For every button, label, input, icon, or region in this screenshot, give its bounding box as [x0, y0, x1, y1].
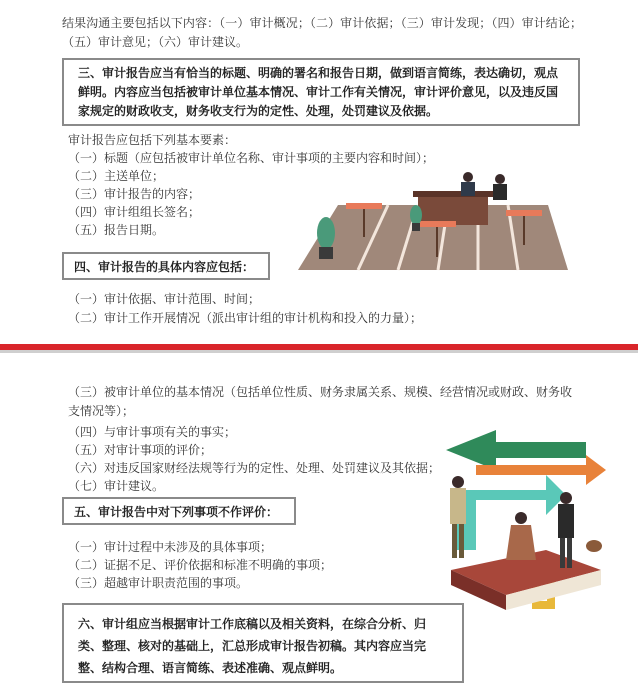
page-divider-shadow [0, 350, 638, 353]
content-item: （一）审计依据、审计范围、时间； [68, 292, 261, 306]
section5-heading: 五、审计报告中对下列事项不作评价： [74, 504, 279, 519]
elements-intro: 审计报告应包括下列基本要素： [68, 133, 237, 147]
exclusion-item: （二）证据不足、评价依据和标准不明确的事项； [68, 558, 333, 572]
content-item: （七）审计建议。 [68, 479, 165, 493]
element-item: （二）主送单位； [68, 169, 165, 183]
section3-heading-box [62, 58, 580, 126]
exclusion-item: （三）超越审计职责范围的事项。 [68, 576, 249, 590]
content-item: （三）被审计单位的基本情况（包括单位性质、财务隶属关系、规模、经营情况或财政、财务收支情况等）； [68, 385, 573, 418]
content-item: （二）审计工作开展情况（派出审计组的审计机构和投入的力量）； [68, 311, 423, 325]
section6-heading-box [62, 603, 464, 683]
content-item: （五）对审计事项的评价； [68, 443, 213, 457]
exclusion-item: （一）审计过程中未涉及的具体事项； [68, 540, 273, 554]
section4-heading: 四、审计报告的具体内容应包括： [74, 259, 255, 274]
element-item: （五）报告日期。 [68, 223, 165, 237]
section6-heading: 六、审计组应当根据审计工作底稿以及相关资料，在综合分析、归类、整理、核对的基础上，汇总形成审计报告初稿。其内容应当完整、结构合理、语言简练、表述准确、观点鲜明。 [78, 617, 427, 675]
office-illustration [298, 165, 568, 275]
section3-heading: 三、审计报告应当有恰当的标题、明确的署名和报告日期，做到语言简练，表达确切，观点鲜明。内容应当包括被审计单位基本情况、审计工作有关情况，审计评价意见，以及违反国家规定的财政收支，财务收支行为的定性、处理，处罚建议及依据。 [78, 66, 559, 118]
element-item: （四）审计组组长签名； [68, 205, 201, 219]
book-illustration [436, 420, 616, 620]
section4-heading-box [62, 252, 270, 280]
intro-paragraph: 结果沟通主要包括以下内容：（一）审计概况；（二）审计依据；（三）审计发现；（四）审计结论；（五）审计意见；（六）审计建议。 [62, 16, 582, 49]
element-item: （三）审计报告的内容； [68, 187, 201, 201]
content-item: （六）对违反国家财经法规等行为的定性、处理、处罚建议及其依据； [68, 461, 441, 475]
section5-heading-box [62, 497, 296, 525]
content-item: （四）与审计事项有关的事实； [68, 425, 237, 439]
element-item: （一）标题（应包括被审计单位名称、审计事项的主要内容和时间）； [68, 151, 435, 165]
